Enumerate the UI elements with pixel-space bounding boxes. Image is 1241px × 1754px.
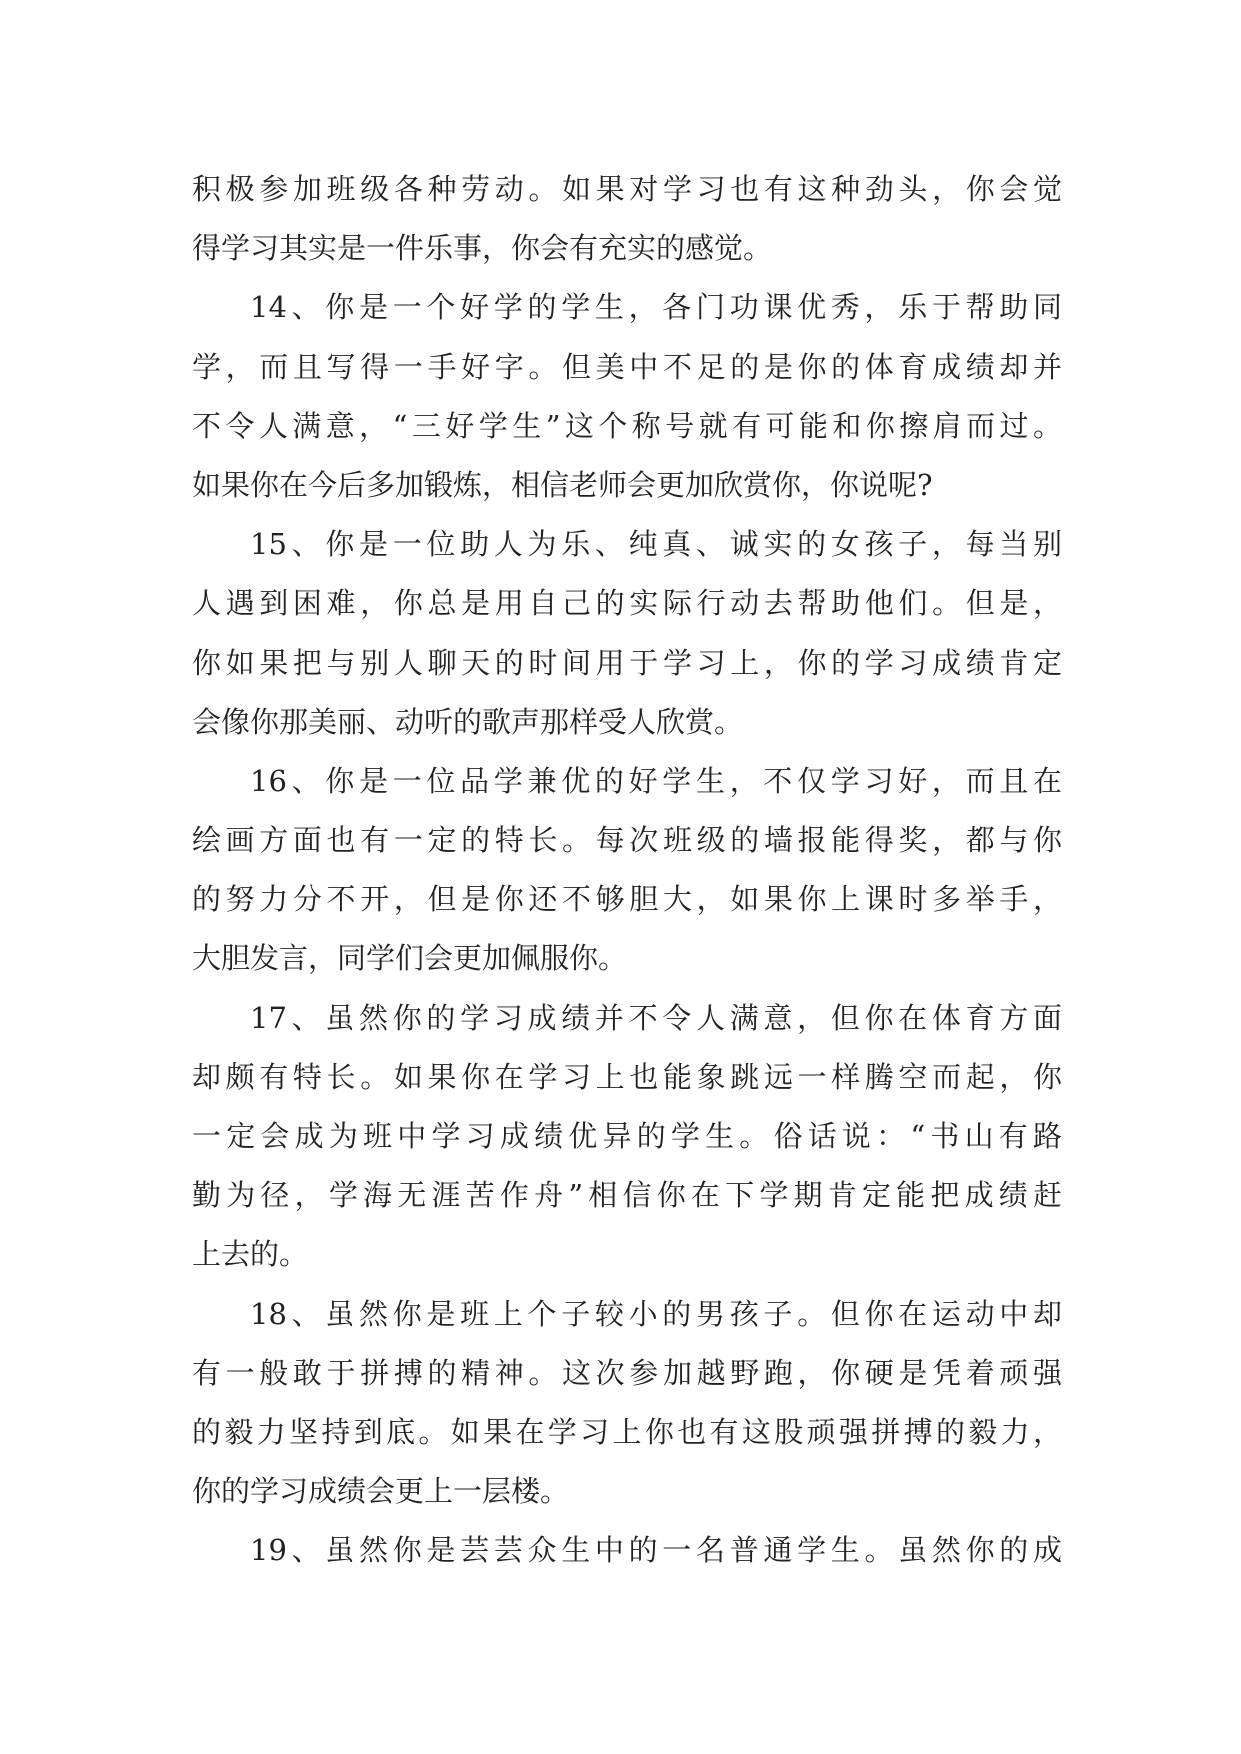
body-text: [192, 160, 1062, 1581]
text-line: 一定会成为班中学习成绩优异的学生。俗话说：“书山有路: [192, 1119, 1062, 1153]
paragraph-first-line: 19、虽然你是芸芸众生中的一名普通学生。虽然你的成: [250, 1533, 1062, 1568]
text-line: 上去的。: [192, 1237, 309, 1272]
paragraph-first-line: 15、你是一位助人为乐、纯真、诚实的女孩子，每当别: [250, 527, 1062, 562]
paragraph-first-line: 17、虽然你的学习成绩并不令人满意，但你在体育方面: [250, 1000, 1062, 1035]
text-line: 勤为径，学海无涯苦作舟”相信你在下学期肯定能把成绩赶: [192, 1178, 1062, 1213]
text-line: 如果你在今后多加锻炼，相信老师会更加欣赏你，你说呢?: [192, 467, 933, 502]
text-line: 积极参加班级各种劳动。如果对学习也有这种劲头，你会觉: [192, 172, 1062, 206]
text-line: 不令人满意，“三好学生”这个称号就有可能和你擦肩而过。: [192, 408, 1062, 443]
text-line: 的努力分不开，但是你还不够胆大，如果你上课时多举手，: [192, 882, 1062, 917]
text-line: 却颇有特长。如果你在学习上也能象跳远一样腾空而起，你: [192, 1059, 1062, 1094]
text-line: 绘画方面也有一定的特长。每次班级的墙报能得奖，都与你: [192, 823, 1062, 858]
paragraph-first-line: 18、虽然你是班上个子较小的男孩子。但你在运动中却: [250, 1296, 1062, 1331]
text-line: 学，而且写得一手好字。但美中不足的是你的体育成绩却并: [192, 349, 1062, 384]
text-line: 人遇到困难，你总是用自己的实际行动去帮助他们。但是，: [192, 586, 1062, 621]
text-line: 有一般敢于拼搏的精神。这次参加越野跑，你硬是凭着顽强: [192, 1355, 1062, 1390]
paragraph-first-line: 14、你是一个好学的学生，各门功课优秀，乐于帮助同: [250, 290, 1062, 325]
text-line: 你如果把与别人聊天的时间用于学习上，你的学习成绩肯定: [192, 645, 1062, 680]
text-line: 你的学习成绩会更上一层楼。: [192, 1474, 570, 1509]
text-line: 的毅力坚持到底。如果在学习上你也有这股顽强拼搏的毅力，: [192, 1414, 1062, 1449]
text-line: 会像你那美丽、动听的歌声那样受人欣赏。: [192, 704, 744, 739]
text-line: 得学习其实是一件乐事，你会有充实的感觉。: [192, 231, 773, 266]
text-line: 大胆发言，同学们会更加佩服你。: [192, 941, 628, 976]
paragraph-first-line: 16、你是一位品学兼优的好学生，不仅学习好，而且在: [250, 763, 1062, 798]
